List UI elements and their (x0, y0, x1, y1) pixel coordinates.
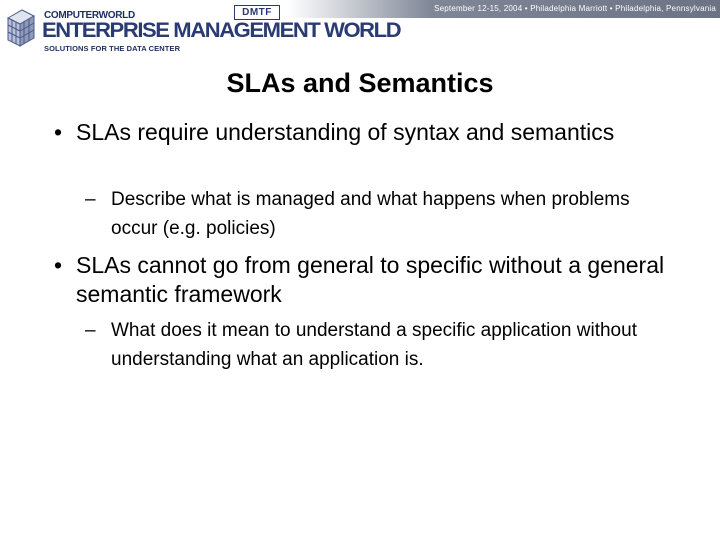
bullet-icon: • (54, 119, 63, 145)
dash-icon: – (85, 320, 96, 341)
dmtf-logo: DMTF (234, 5, 280, 20)
dash-icon: – (85, 189, 96, 210)
sub-point-text: What does it mean to understand a specific application without understanding what an application is. (111, 320, 637, 370)
cube-grid-icon (4, 4, 38, 52)
sub-point-1 (85, 185, 671, 243)
sub-point-text: Describe what is managed and what happens when problems occur (e.g. policies) (111, 189, 630, 239)
conference-logo (4, 4, 401, 54)
logo-tagline: SOLUTIONS FOR THE DATA CENTER (44, 44, 181, 53)
bullet-text: SLAs cannot go from general to specific without a general semantic framework (76, 252, 665, 307)
bullet-point-1 (54, 118, 676, 147)
logo-computerworld: COMPUTERWORLD (44, 10, 135, 21)
sub-point-2 (85, 316, 671, 374)
logo-enterprise-management-world: ENTERPRISE MANAGEMENT WORLD (42, 18, 401, 42)
bullet-icon: • (54, 252, 63, 278)
bullet-text: SLAs require understanding of syntax and semantics (76, 119, 615, 145)
slide-title: SLAs and Semantics (226, 68, 494, 98)
event-info: September 12-15, 2004 • Philadelphia Marriott • Philadelphia, Pennsylvania (434, 4, 716, 13)
bullet-point-2 (54, 251, 676, 309)
